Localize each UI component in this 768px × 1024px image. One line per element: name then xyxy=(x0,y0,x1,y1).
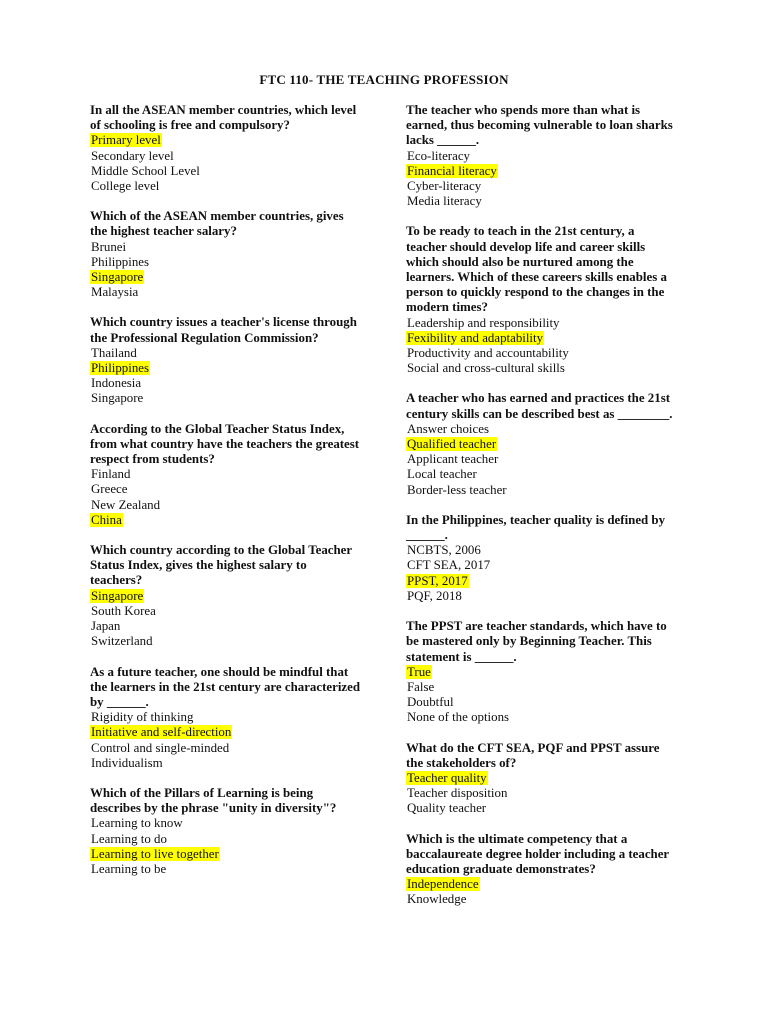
answer-option-label: Learning to know xyxy=(91,816,183,831)
highlighted-answer xyxy=(90,513,362,528)
question-block xyxy=(90,209,362,300)
answer-option-label: Switzerland xyxy=(91,634,153,649)
question-text: The PPST are teacher standards, which have to be mastered only by Beginning Teacher. This statement is ______. xyxy=(406,619,667,664)
answer-options xyxy=(406,422,678,498)
question-block xyxy=(90,422,362,528)
question-text: As a future teacher, one should be mindful that the learners in the 21st century are characterized by ______. xyxy=(90,664,361,709)
answer-option xyxy=(90,756,362,771)
question-block xyxy=(90,315,362,406)
answer-option xyxy=(90,164,362,179)
answer-option-label: Independence xyxy=(407,877,479,892)
answer-options xyxy=(90,710,362,771)
answer-option-label: Singapore xyxy=(91,270,144,285)
question-text: To be ready to teach in the 21st century, a teacher should develop life and career skills which should also be nurtured among the learners. Which of these careers skills enables a person to quickly respond to the changes in the modern times? xyxy=(406,224,667,315)
answer-option-label: Individualism xyxy=(91,755,163,770)
answer-option xyxy=(90,391,362,406)
question-block xyxy=(406,513,678,604)
left-column xyxy=(90,103,362,892)
question-text: The teacher who spends more than what is earned, thus becoming vulnerable to loan sharks lacks ______. xyxy=(406,103,673,148)
answer-option-label: Japan xyxy=(91,619,121,634)
answer-option-label: Border-less teacher xyxy=(407,482,507,497)
question-block xyxy=(406,741,678,817)
highlighted-answer xyxy=(406,574,678,589)
answer-option xyxy=(90,149,362,164)
answer-option xyxy=(406,543,678,558)
answer-option-label: Productivity and accountability xyxy=(407,346,569,361)
answer-options xyxy=(406,665,678,726)
answer-option xyxy=(406,801,678,816)
highlighted-answer xyxy=(90,270,362,285)
highlighted-answer xyxy=(406,665,678,680)
question-text: Which is the ultimate competency that a baccalaureate degree holder including a teacher education graduate demonstrates? xyxy=(406,831,669,876)
answer-option-label: Teacher disposition xyxy=(407,786,508,801)
question-block xyxy=(406,391,678,497)
answer-option-label: PQF, 2018 xyxy=(407,588,462,603)
answer-option-label: Middle School Level xyxy=(91,163,200,178)
answer-option xyxy=(406,316,678,331)
answer-option-label: None of the options xyxy=(407,710,510,725)
answer-option-label: NCBTS, 2006 xyxy=(407,543,481,558)
answer-options xyxy=(90,346,362,407)
question-text: Which of the ASEAN member countries, gives the highest teacher salary? xyxy=(90,209,344,239)
question-text: In all the ASEAN member countries, which level of schooling is free and compulsory? xyxy=(90,103,357,133)
highlighted-answer xyxy=(90,847,362,862)
answer-option xyxy=(90,634,362,649)
answer-option xyxy=(90,467,362,482)
answer-option xyxy=(406,149,678,164)
answer-option xyxy=(90,482,362,497)
answer-option xyxy=(90,376,362,391)
answer-option-label: Rigidity of thinking xyxy=(91,710,194,725)
answer-option xyxy=(90,179,362,194)
answer-option-label: South Korea xyxy=(91,603,156,618)
answer-option-label: Indonesia xyxy=(91,376,142,391)
answer-option-label: Singapore xyxy=(91,588,144,603)
right-column xyxy=(406,103,678,923)
answer-option-label: Secondary level xyxy=(91,148,174,163)
answer-option-label: Control and single-minded xyxy=(91,740,230,755)
answer-option xyxy=(90,816,362,831)
answer-option-label: Thailand xyxy=(91,345,137,360)
answer-option xyxy=(406,695,678,710)
answer-option xyxy=(406,346,678,361)
answer-option-label: Social and cross-cultural skills xyxy=(407,361,565,376)
answer-option-label: PPST, 2017 xyxy=(407,573,468,588)
answer-option-label: Malaysia xyxy=(91,285,139,300)
question-text: In the Philippines, teacher quality is defined by ______. xyxy=(406,512,666,543)
question-block xyxy=(90,786,362,877)
answer-option-label: Answer choices xyxy=(407,421,489,436)
answer-option xyxy=(90,832,362,847)
answer-option-label: Qualified teacher xyxy=(407,437,497,452)
answer-option xyxy=(406,467,678,482)
answer-option-label: Media literacy xyxy=(407,194,482,209)
highlighted-answer xyxy=(406,877,678,892)
answer-option-label: Learning to live together xyxy=(91,846,219,861)
answer-options xyxy=(90,467,362,528)
answer-option xyxy=(406,483,678,498)
question-block xyxy=(90,103,362,194)
highlighted-answer xyxy=(90,361,362,376)
answer-option-label: Philippines xyxy=(91,254,150,269)
question-block xyxy=(406,832,678,908)
answer-option-label: Finland xyxy=(91,467,131,482)
highlighted-answer xyxy=(90,589,362,604)
answer-option-label: China xyxy=(91,512,122,527)
question-block xyxy=(90,665,362,771)
answer-option-label: False xyxy=(407,679,435,694)
answer-option-label: Primary level xyxy=(91,133,161,148)
question-block xyxy=(406,224,678,376)
answer-option-label: New Zealand xyxy=(91,497,161,512)
page-title: FTC 110- THE TEACHING PROFESSION xyxy=(259,72,509,87)
answer-option xyxy=(406,361,678,376)
answer-option xyxy=(90,604,362,619)
answer-options xyxy=(90,133,362,194)
question-text: According to the Global Teacher Status Index, from what country have the teachers the greatest respect from students? xyxy=(90,421,360,467)
answer-option-label: Learning to be xyxy=(91,861,167,876)
answer-option xyxy=(90,346,362,361)
highlighted-answer xyxy=(90,725,362,740)
question-text: Which country issues a teacher's license through the Professional Regulation Commission? xyxy=(90,315,357,345)
answer-option-label: Applicant teacher xyxy=(407,452,499,467)
answer-option-label: Initiative and self-direction xyxy=(91,725,232,740)
answer-option-label: Philippines xyxy=(91,361,150,376)
highlighted-answer xyxy=(406,164,678,179)
answer-option xyxy=(406,179,678,194)
answer-option xyxy=(90,619,362,634)
answer-option xyxy=(90,710,362,725)
answer-option xyxy=(406,422,678,437)
answer-option xyxy=(406,680,678,695)
question-text: What do the CFT SEA, PQF and PPST assure the stakeholders of? xyxy=(406,740,660,770)
answer-option-label: Learning to do xyxy=(91,831,167,846)
answer-option-label: Knowledge xyxy=(407,892,467,907)
question-text: Which country according to the Global Teacher Status Index, gives the highest salary to teachers? xyxy=(90,543,352,588)
answer-option-label: Financial literacy xyxy=(407,163,497,178)
answer-option-label: Leadership and responsibility xyxy=(407,315,560,330)
answer-option-label: Eco-literacy xyxy=(407,148,470,163)
answer-option xyxy=(406,710,678,725)
answer-option-label: Local teacher xyxy=(407,467,477,482)
answer-option xyxy=(406,452,678,467)
answer-option-label: Cyber-literacy xyxy=(407,179,482,194)
answer-option xyxy=(406,194,678,209)
highlighted-answer xyxy=(406,331,678,346)
highlighted-answer xyxy=(406,771,678,786)
answer-options xyxy=(406,877,678,907)
answer-option-label: College level xyxy=(91,179,160,194)
answer-option-label: Brunei xyxy=(91,239,127,254)
answer-options xyxy=(90,816,362,877)
answer-option xyxy=(406,786,678,801)
answer-option xyxy=(90,240,362,255)
answer-option-label: Quality teacher xyxy=(407,801,487,816)
answer-option-label: Singapore xyxy=(91,391,144,406)
question-block xyxy=(406,103,678,209)
answer-option xyxy=(406,589,678,604)
answer-option-label: True xyxy=(407,664,431,679)
answer-options xyxy=(90,589,362,650)
question-block xyxy=(90,543,362,649)
answer-option xyxy=(90,498,362,513)
question-block xyxy=(406,619,678,725)
answer-option xyxy=(90,741,362,756)
answer-options xyxy=(406,771,678,817)
answer-option-label: CFT SEA, 2017 xyxy=(407,558,491,573)
answer-option xyxy=(90,285,362,300)
answer-options xyxy=(406,316,678,377)
answer-option xyxy=(90,255,362,270)
answer-option-label: Fexibility and adaptability xyxy=(407,330,544,345)
answer-options xyxy=(90,240,362,301)
answer-option xyxy=(406,892,678,907)
highlighted-answer xyxy=(406,437,678,452)
answer-options xyxy=(406,543,678,604)
question-text: A teacher who has earned and practices the 21st century skills can be described best as ________. xyxy=(406,391,673,421)
answer-option-label: Teacher quality xyxy=(407,770,487,785)
answer-option-label: Greece xyxy=(91,482,128,497)
question-text: Which of the Pillars of Learning is being describes by the phrase "unity in diversity"? xyxy=(90,785,337,816)
answer-option xyxy=(90,862,362,877)
answer-option-label: Doubtful xyxy=(407,695,454,710)
answer-option xyxy=(406,558,678,573)
highlighted-answer xyxy=(90,133,362,148)
answer-options xyxy=(406,149,678,210)
